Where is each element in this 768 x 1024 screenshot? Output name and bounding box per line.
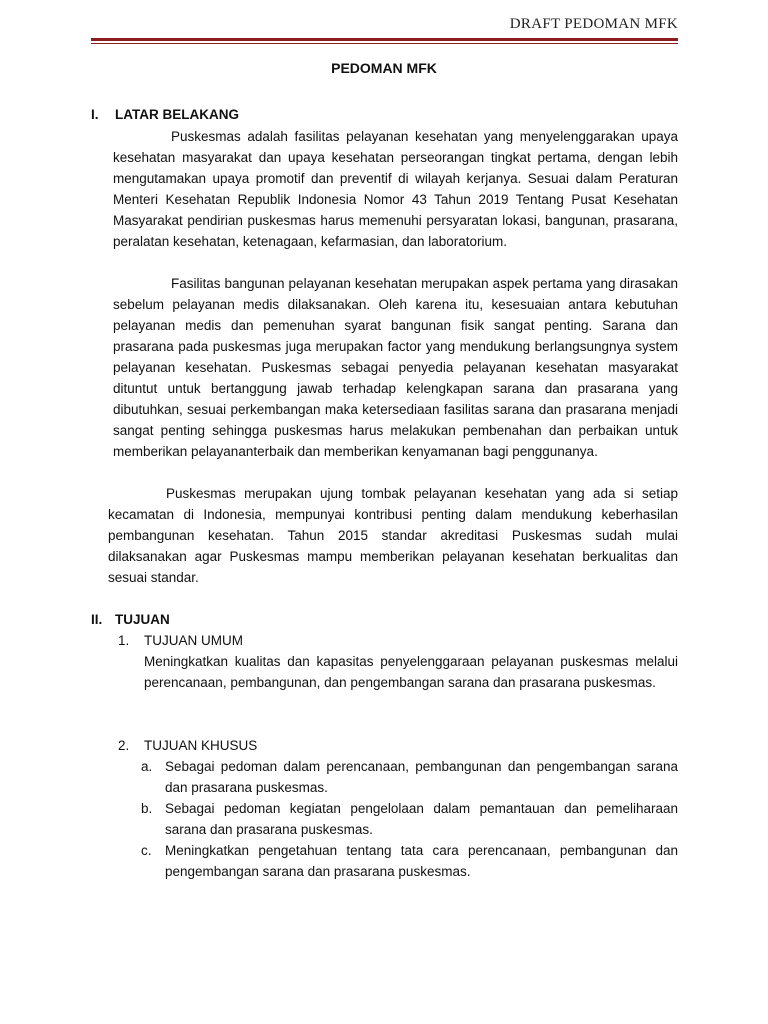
list-item-text: Sebagai pedoman dalam perencanaan, pembangunan dan pengembangan sarana dan prasarana puskesmas.: [165, 759, 678, 795]
tujuan-umum-text: Meningkatkan kualitas dan kapasitas penyelenggaraan pelayanan puskesmas melalui perencanaan, pembangunan, dan pengembangan sarana dan prasarana puskesmas.: [144, 654, 678, 690]
list-item-text: Meningkatkan pengetahuan tentang tata cara perencanaan, pembangunan dan pengembangan sarana dan prasarana puskesmas.: [165, 843, 678, 879]
list-item: [141, 840, 678, 882]
paragraph-2: Fasilitas bangunan pelayanan kesehatan merupakan aspek pertama yang dirasakan sebelum pelayanan medis dilaksanakan. Oleh karena itu, kesesuaian antara kebutuhan pelayanan medis dan pemenuhan syarat bangunan fisik sangat penting. Sarana dan prasarana pada puskesmas juga merupakan factor yang mendukung berlangsungnya system pelayanan kesehatan. Puskesmas sebagai penyedia pelayanan kesehatan masyarakat dituntut untuk bertanggung jawab terhadap kelengkapan sarana dan prasarana yang dibutuhkan, sesuai perkembangan maka ketersediaan fasilitas sarana dan prasarana menjadi sangat penting sehingga puskesmas harus melakukan pembenahan dan perbaikan untuk memberikan pelayananterbaik dan memberikan kenyamanan bagi penggunanya.: [113, 276, 678, 459]
header-divider-thin: [91, 43, 678, 44]
list-item-letter: a.: [141, 759, 153, 774]
list-item: [141, 756, 678, 798]
subheading-title: TUJUAN KHUSUS: [144, 738, 258, 753]
header-divider-thick: [91, 38, 678, 41]
running-header-title: DRAFT PEDOMAN MFK: [509, 16, 678, 32]
section-number: I.: [91, 107, 99, 122]
subheading-title: TUJUAN UMUM: [144, 633, 243, 648]
section-title: LATAR BELAKANG: [115, 107, 239, 122]
list-item: [141, 798, 678, 840]
list-item-letter: c.: [141, 843, 152, 858]
list-item-letter: b.: [141, 801, 153, 816]
paragraph-3: Puskesmas merupakan ujung tombak pelayanan kesehatan yang ada si setiap kecamatan di Indonesia, mempunyai kontribusi penting dalam mendukung keberhasilan pembangunan kesehatan. Tahun 2015 standar akreditasi Puskesmas sudah mulai dilaksanakan agar Puskesmas mampu memberikan pelayanan kesehatan berkualitas dan sesuai standar.: [108, 486, 678, 585]
list-item-text: Sebagai pedoman kegiatan pengelolaan dalam pemantauan dan pemeliharaan sarana dan prasarana puskesmas.: [165, 801, 678, 837]
section-title: TUJUAN: [115, 612, 170, 627]
section-number: II.: [91, 612, 103, 627]
subheading-number: 2.: [118, 738, 130, 753]
subheading-number: 1.: [118, 633, 130, 648]
document-title: PEDOMAN MFK: [331, 60, 437, 76]
paragraph-1: Puskesmas adalah fasilitas pelayanan kesehatan yang menyelenggarakan upaya kesehatan masyarakat dan upaya kesehatan perseorangan tingkat pertama, dengan lebih mengutamakan upaya promotif dan preventif di wilayah kerjanya. Sesuai dalam Peraturan Menteri Kesehatan Republik Indonesia Nomor 43 Tahun 2019 Tentang Pusat Kesehatan Masyarakat pendirian puskesmas harus memenuhi persyaratan lokasi, bangunan, prasarana, peralatan kesehatan, ketenagaan, kefarmasian, dan laboratorium.: [113, 129, 678, 249]
